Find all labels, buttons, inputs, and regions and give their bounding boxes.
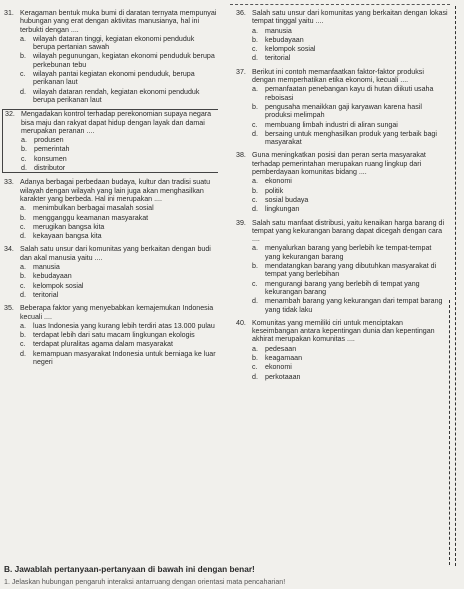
option-letter: d. <box>252 54 258 63</box>
option-letter: b. <box>20 272 26 281</box>
option-text: merugikan bangsa kita <box>33 222 105 231</box>
question-31 <box>4 9 218 104</box>
question-number: 38. <box>236 151 246 160</box>
question-number: 32. <box>5 110 15 119</box>
answer-option[interactable] <box>236 297 448 314</box>
option-text: menyalurkan barang yang berlebih ke tempat-tempat yang kekurangan barang <box>265 244 432 261</box>
option-text: konsumen <box>34 154 67 163</box>
dashed-divider <box>230 4 450 5</box>
answer-option[interactable] <box>4 214 218 222</box>
question-number: 31. <box>4 9 14 17</box>
question-number: 39. <box>236 218 246 227</box>
answer-option[interactable] <box>236 244 448 261</box>
option-letter: c. <box>252 120 258 129</box>
answer-option[interactable] <box>236 363 448 371</box>
section-b-question-1: 1. Jelaskan hubungan pengaruh interaksi antarruang dengan orientasi mata pencaharian! <box>4 578 286 586</box>
option-letter: b. <box>20 213 26 222</box>
question-text: Salah satu unsur dari komunitas yang berkaitan dengan budi dan akal manusia yaitu .... <box>20 245 211 262</box>
option-letter: b. <box>252 35 258 44</box>
option-letter: c. <box>20 70 26 79</box>
answer-option[interactable] <box>5 164 218 172</box>
option-text: menimbulkan berbagai masalah sosial <box>33 204 154 213</box>
answer-option[interactable] <box>4 331 218 339</box>
option-text: terdapat pluralitas agama dalam masyarakat <box>33 340 173 349</box>
option-letter: b. <box>252 262 258 271</box>
option-text: pemerintah <box>34 145 70 154</box>
question-40 <box>236 319 448 381</box>
question-stem <box>4 9 218 34</box>
question-33 <box>4 178 218 240</box>
option-text: pengusaha menaikkan gaji karyawan karena hasil produksi melimpah <box>265 102 422 120</box>
option-text: politik <box>265 186 284 195</box>
answer-option[interactable] <box>236 54 448 62</box>
option-letter: d. <box>252 297 258 306</box>
question-text: Salah satu unsur dari komunitas yang berkaitan dengan lokasi tempat tinggal yaitu .... <box>252 9 448 26</box>
option-letter: d. <box>20 232 26 241</box>
question-number: 37. <box>236 67 246 76</box>
option-letter: a. <box>252 244 258 253</box>
option-letter: b. <box>252 186 258 195</box>
option-text: mengganggu keamanan masyarakat <box>33 213 149 222</box>
option-letter: d. <box>252 205 258 214</box>
option-letter: a. <box>252 344 258 353</box>
answer-option[interactable] <box>236 345 448 353</box>
option-letter: b. <box>20 331 26 340</box>
question-stem <box>236 151 448 176</box>
question-stem <box>236 9 448 26</box>
option-text: luas Indonesia yang kurang lebih terdiri atas 13.000 pulau <box>33 321 215 330</box>
answer-option[interactable] <box>4 35 218 52</box>
answer-option[interactable] <box>4 52 218 69</box>
option-text: kebudayaan <box>33 272 72 281</box>
answer-option[interactable] <box>236 130 448 147</box>
question-number: 40. <box>236 318 246 327</box>
right-column <box>236 9 448 386</box>
option-letter: c. <box>20 281 26 290</box>
option-letter: a. <box>20 321 26 330</box>
question-34 <box>4 245 218 299</box>
option-text: keagamaan <box>265 353 303 362</box>
answer-option[interactable] <box>4 282 218 290</box>
question-stem <box>4 178 218 203</box>
question-38 <box>236 151 448 213</box>
option-text: teritorial <box>265 54 291 63</box>
option-letter: b. <box>21 145 27 154</box>
question-stem <box>236 319 448 344</box>
question-text: Keragaman bentuk muka bumi di daratan ternyata mempunyai hubungan yang erat dengan aktivitas manusianya, hal ini terbukti dengan .... <box>20 9 217 34</box>
question-number: 35. <box>4 304 14 313</box>
option-text: pedesaan <box>265 344 297 353</box>
section-b-heading: B. Jawablah pertanyaan-pertanyaan di bawah ini dengan benar! <box>4 564 255 574</box>
answer-option[interactable] <box>236 121 448 129</box>
question-text: Guna meningkatkan posisi dan peran serta masyarakat terhadap pemerintahan merupakan ruang lingkup dari pemberdayaan komunitas bidang .... <box>252 151 426 177</box>
option-letter: a. <box>21 136 27 145</box>
answer-option[interactable] <box>236 187 448 195</box>
question-number: 36. <box>236 9 246 17</box>
answer-option[interactable] <box>236 205 448 213</box>
question-number: 33. <box>4 178 14 187</box>
answer-option[interactable] <box>4 340 218 348</box>
question-text: Adanya berbagai perbedaan budaya, kultur dan tradisi suatu wilayah dengan wilayah yang lain juga akan menghasilkan karakter yang berbeda. Hal ini merupakan .... <box>20 178 211 203</box>
answer-option[interactable] <box>236 177 448 185</box>
option-text: lingkungan <box>265 205 300 214</box>
answer-option[interactable] <box>4 291 218 299</box>
option-letter: b. <box>252 102 258 111</box>
question-stem <box>236 68 448 85</box>
question-stem <box>236 219 448 244</box>
option-text: terdapat lebih dari satu macam lingkungan ekologis <box>33 331 195 340</box>
answer-option[interactable] <box>236 36 448 44</box>
question-text: Mengadakan kontrol terhadap perekonomian supaya negara bisa maju dan rakyat dapat hidup dengan layak dan damai merupakan peranan .... <box>21 110 212 135</box>
question-stem <box>5 110 218 135</box>
question-37 <box>236 68 448 147</box>
option-letter: c. <box>20 340 26 349</box>
answer-option[interactable] <box>4 88 218 105</box>
option-text: kemampuan masyarakat Indonesia untuk berniaga ke luar negeri <box>33 349 216 366</box>
left-column <box>4 9 218 371</box>
option-letter: a. <box>252 26 258 35</box>
answer-option[interactable] <box>4 322 218 330</box>
answer-option[interactable] <box>236 262 448 279</box>
option-text: wilayah dataran tinggi, kegiatan ekonomi penduduk berupa pertanian sawah <box>33 34 195 52</box>
option-text: kelompok sosial <box>265 45 316 54</box>
answer-option[interactable] <box>236 85 448 102</box>
option-text: kekayaan bangsa kita <box>33 232 102 241</box>
answer-option[interactable] <box>236 373 448 381</box>
option-letter: d. <box>21 164 27 173</box>
option-text: kebudayaan <box>265 35 304 44</box>
option-letter: b. <box>20 52 26 61</box>
question-35 <box>4 304 218 366</box>
option-letter: d. <box>252 129 258 138</box>
question-text: Komunitas yang memiliki ciri untuk menciptakan keseimbangan antara kepentingan dunia dan kepentingan akhirat merupakan komunitas .... <box>252 318 435 344</box>
option-text: bersaing untuk menghasilkan produk yang terbaik bagi masyarakat <box>265 129 437 147</box>
option-text: menambah barang yang kekurangan dari tempat barang yang tidak laku <box>265 297 443 314</box>
option-text: mengurangi barang yang berlebih di tempat yang kekurangan barang <box>265 279 420 296</box>
option-letter: d. <box>252 372 258 381</box>
option-letter: b. <box>252 353 258 362</box>
answer-option[interactable] <box>236 27 448 35</box>
option-text: distributor <box>34 164 66 173</box>
option-letter: c. <box>20 222 26 231</box>
question-stem <box>4 245 218 262</box>
option-text: wilayah dataran rendah, kegiatan ekonomi penduduk berupa perikanan laut <box>33 87 200 104</box>
option-letter: c. <box>252 195 258 204</box>
option-letter: d. <box>20 349 26 358</box>
option-text: ekonomi <box>265 177 292 186</box>
option-text: manusia <box>33 263 60 272</box>
option-text: wilayah pantai kegiatan ekonomi penduduk, berupa perikanan laut <box>33 70 195 87</box>
option-letter: d. <box>20 290 26 299</box>
answer-option[interactable] <box>236 103 448 120</box>
question-39 <box>236 219 448 314</box>
option-letter: d. <box>20 87 26 96</box>
answer-option[interactable] <box>236 354 448 362</box>
answer-option[interactable] <box>4 350 218 367</box>
answer-option[interactable] <box>4 70 218 87</box>
question-text: Beberapa faktor yang menyebabkan kemajemukan Indonesia kecuali .... <box>20 304 214 321</box>
question-stem <box>4 304 218 321</box>
answer-option[interactable] <box>236 196 448 204</box>
option-text: pemanfaatan penebangan kayu di hutan diikuti usaha reboisasi <box>265 85 434 102</box>
question-text: Salah satu manfaat distribusi, yaitu kenaikan harga barang di tempat yang kekurangan barang dapat dicegah dengan cara .... <box>252 218 445 244</box>
option-letter: a. <box>20 263 26 272</box>
answer-option[interactable] <box>236 45 448 53</box>
answer-option[interactable] <box>5 155 218 163</box>
question-36 <box>236 9 448 63</box>
option-letter: c. <box>21 154 27 163</box>
option-letter: a. <box>252 85 258 94</box>
option-letter: c. <box>252 45 258 54</box>
question-number: 34. <box>4 245 14 254</box>
option-text: produsen <box>34 136 64 145</box>
option-text: perkotaaan <box>265 372 301 381</box>
answer-option[interactable] <box>4 232 218 240</box>
answer-option[interactable] <box>5 145 218 153</box>
option-text: teritorial <box>33 290 59 299</box>
option-text: sosial budaya <box>265 195 309 204</box>
option-letter: a. <box>252 177 258 186</box>
option-letter: a. <box>20 34 26 43</box>
dashed-cut-line-inner <box>449 300 450 565</box>
option-text: mendatangkan barang yang dibutuhkan masyarakat di tempat yang berlebihan <box>265 262 437 279</box>
answer-option[interactable] <box>4 204 218 212</box>
option-letter: c. <box>252 279 258 288</box>
option-text: ekonomi <box>265 363 292 372</box>
answer-option[interactable] <box>236 280 448 297</box>
option-text: kelompok sosial <box>33 281 84 290</box>
option-text: wilayah pegunungan, kegiatan ekonomi penduduk berupa perkebunan tebu <box>33 52 215 69</box>
dashed-cut-line <box>455 6 456 566</box>
question-32 <box>2 109 218 173</box>
answer-option[interactable] <box>5 136 218 144</box>
option-text: membuang limbah industri di aliran sungai <box>265 120 398 129</box>
option-letter: a. <box>20 204 26 213</box>
question-text: Berikut ini contoh memanfaatkan faktor-faktor produksi dengan memperhatikan etika ekonomi, kecuali .... <box>252 67 424 85</box>
answer-option[interactable] <box>4 223 218 231</box>
answer-option[interactable] <box>4 263 218 271</box>
option-letter: c. <box>252 363 258 372</box>
answer-option[interactable] <box>4 272 218 280</box>
option-text: manusia <box>265 26 292 35</box>
